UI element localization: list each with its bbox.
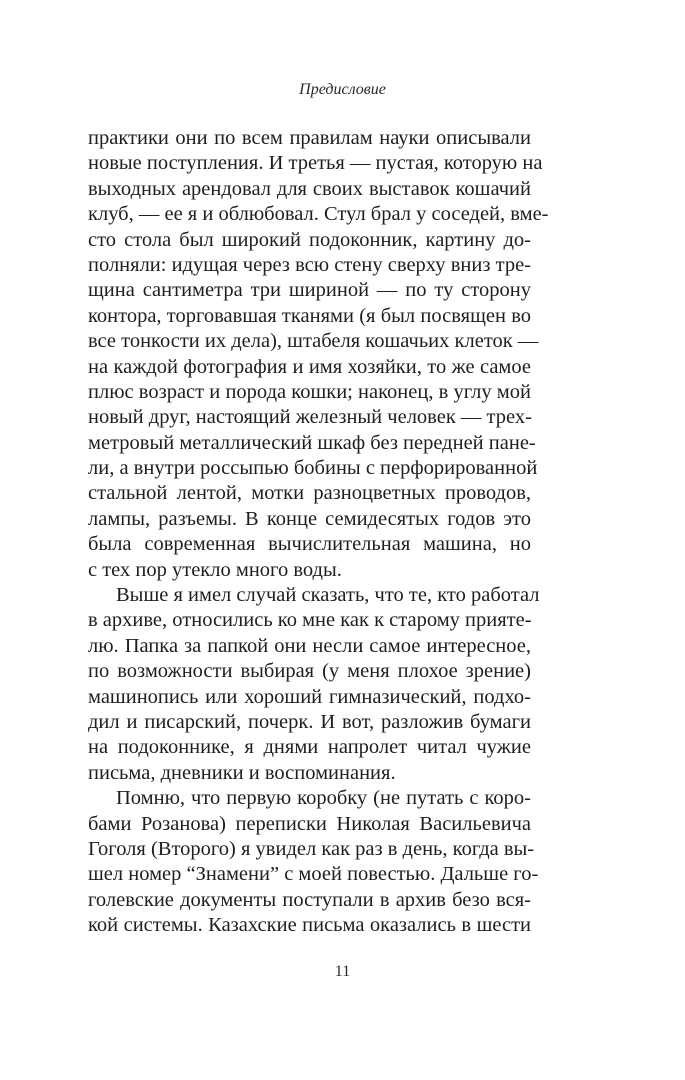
text-line: клуб, — ее я и облюбовал. Стул брал у соседей, вме- — [88, 203, 549, 226]
text-line: была современная вычислительная машина, но — [88, 533, 531, 556]
text-line: на каждой фотография и имя хозяйки, то же самое — [88, 355, 531, 378]
text-line: кой системы. Казахские письма оказались в шести — [88, 914, 531, 937]
text-line: все тонкости их дела), штабеля кошачьих клеток — — [88, 330, 539, 353]
text-line: голевские документы поступали в архив безо вся- — [88, 888, 531, 911]
text-line: сто стола был широкий подоконник, картину до- — [88, 228, 531, 251]
text-line: Гоголя (Второго) я увидел как раз в день, когда вы- — [88, 837, 535, 860]
text-line: на подоконнике, я днями напролет читал чужие — [88, 736, 531, 759]
text-line: выходных арендовал для своих выставок кошачий — [88, 177, 531, 200]
text-line: письма, дневники и воспоминания. — [88, 761, 396, 784]
text-line: лю. Папка за папкой они несли самое интересное, — [88, 634, 531, 657]
text-line: Помню, что первую коробку (не путать с коро- — [116, 787, 531, 810]
text-line: шел номер “Знамени” с моей повестью. Дальше го- — [88, 863, 539, 886]
paragraph — [88, 583, 540, 786]
text-line: лампы, разъемы. В конце семидесятых годов это — [88, 507, 531, 530]
text-line: новый друг, настоящий железный человек — трех- — [88, 406, 532, 429]
text-line: новые поступления. И третья — пустая, которую на — [88, 152, 543, 175]
page-number: 11 — [334, 963, 351, 980]
running-header: Предисловие — [299, 81, 386, 98]
text-line: практики они по всем правилам науки описывали — [88, 127, 531, 149]
text-line: бами Розанова) переписки Николая Васильевича — [88, 812, 531, 835]
text-line: в архиве, относились ко мне как к старому прияте- — [88, 609, 532, 632]
text-line: с тех пор утекло много воды. — [88, 558, 342, 581]
paragraph — [88, 786, 539, 938]
body-text — [88, 126, 549, 939]
text-line: плюс возраст и порода кошки; наконец, в углу мой — [88, 380, 531, 403]
text-line: метровый металлический шкаф без передней пане- — [88, 431, 536, 454]
text-line: Выше я имел случай сказать, что те, кто работал — [116, 584, 540, 607]
text-line: контора, торговавшая тканями (я был посвящен во — [88, 304, 531, 327]
text-line: стальной лентой, мотки разноцветных проводов, — [88, 482, 531, 505]
text-line: машинопись или хороший гимназический, подхо- — [88, 685, 531, 708]
text-line: по возможности выбирая (у меня плохое зрение) — [88, 660, 531, 683]
text-line: полняли: идущая через всю стену сверху вниз тре- — [88, 253, 531, 276]
text-line: щина сантиметра три шириной — по ту сторону — [88, 279, 531, 302]
text-line: ли, а внутри россыпью бобины с перфорированной — [88, 457, 538, 480]
paragraph — [88, 126, 549, 583]
text-line: дил и писарский, почерк. И вот, разложив бумаги — [88, 710, 531, 733]
